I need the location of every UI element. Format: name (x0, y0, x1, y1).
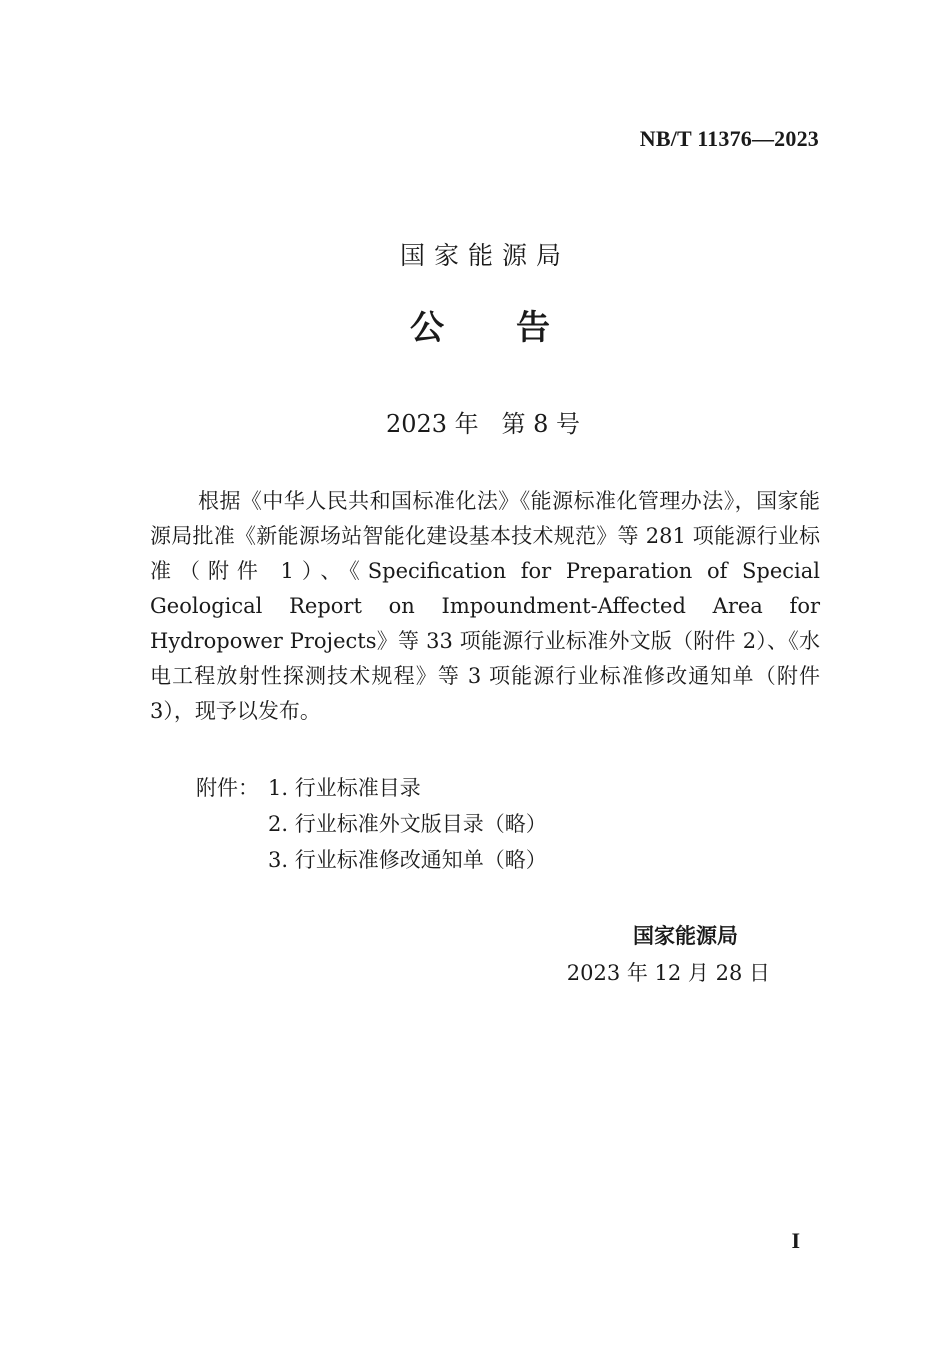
attachment-item (196, 806, 547, 842)
document-type-char-1: 公 (410, 308, 444, 348)
document-type (0, 300, 950, 349)
attachment-item-label: 1. 行业标准目录 (268, 776, 421, 800)
attachment-item (196, 842, 547, 878)
signature-organization: 国家能源局 (633, 924, 738, 948)
attachment-item-label: 3. 行业标准修改通知单（略） (268, 848, 547, 872)
attachment-item-label: 2. 行业标准外文版目录（略） (268, 812, 547, 836)
signature-block (567, 918, 770, 992)
standard-number: NB/T 11376—2023 (639, 126, 819, 151)
attachment-list (196, 770, 547, 878)
document-type-char-2: 告 (516, 308, 550, 348)
attachment-item (196, 770, 547, 806)
announcement-paragraph: 根据《中华人民共和国标准化法》《能源标准化管理办法》，国家能源局批准《新能源场站智能化建设基本技术规范》等 281 项能源行业标准（附件 1）、《Specification for Preparation of Special Geological Report on Impoundment-Affected Area for Hydropower Projects》等 33 项能源行业标准外文版（附件 2）、《水电工程放射性探测技术规程》等 3 项能源行业标准修改通知单（附件 3），现予以发布。 (150, 489, 820, 723)
page-number: I (791, 1228, 800, 1253)
signature-date: 2023 年 12 月 28 日 (566, 961, 770, 985)
issue-number: 2023 年 第 8 号 (385, 410, 581, 438)
attachment-prefix: 附件： (196, 776, 259, 800)
issuer-title: 国家能源局 (399, 241, 570, 270)
